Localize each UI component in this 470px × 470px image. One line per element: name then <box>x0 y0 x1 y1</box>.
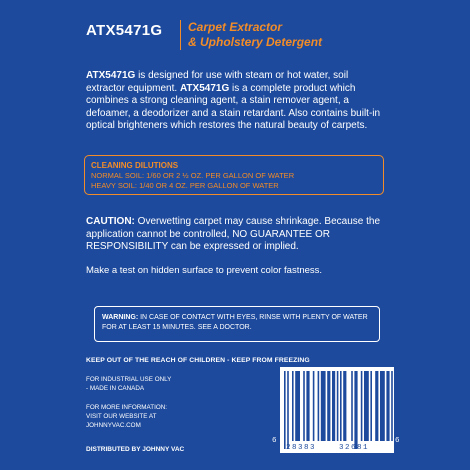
barcode-bar <box>321 371 326 441</box>
caution-text <box>86 216 386 254</box>
barcode-bar <box>337 371 339 441</box>
barcode-left-digits: 28383 <box>286 444 317 452</box>
barcode-bar <box>380 371 385 441</box>
barcode-bar <box>284 371 286 449</box>
barcode-bar <box>361 371 363 441</box>
barcode-bar <box>351 371 353 441</box>
barcode-first-digit: 6 <box>272 437 277 445</box>
industrial-line1: FOR INDUSTRIAL USE ONLY <box>86 376 172 383</box>
caution-label: CAUTION: <box>86 216 135 227</box>
barcode-bar <box>343 371 346 441</box>
barcode-bar <box>375 371 378 441</box>
keep-out-notice: KEEP OUT OF THE REACH OF CHILDREN - KEEP FROM FREEZING <box>86 357 310 364</box>
header-divider <box>180 20 181 50</box>
more-info-line1: FOR MORE INFORMATION: <box>86 404 168 411</box>
barcode-bar <box>391 371 393 441</box>
description-code-2: ATX5471G <box>179 82 230 94</box>
product-code: ATX5471G <box>86 22 163 39</box>
test-note: Make a test on hidden surface to prevent color fastness. <box>86 265 323 276</box>
barcode-last-digit: 6 <box>395 437 400 445</box>
distributed-by: DISTRIBUTED BY JOHNNY VAC <box>86 446 185 453</box>
barcode-bar <box>292 371 294 441</box>
barcode-bar <box>313 371 315 441</box>
description-code-1: ATX5471G <box>86 70 136 81</box>
barcode-bar <box>386 371 389 441</box>
barcode-bar <box>287 371 289 449</box>
barcode-right-digits: 32681 <box>339 444 370 452</box>
product-title-line2: & Upholstery Detergent <box>188 35 323 49</box>
warning-body: IN CASE OF CONTACT WITH EYES, RINSE WITH PLENTY OF WATER FOR AT LEAST 15 MINUTES. SEE A DOCTOR. <box>102 314 368 331</box>
warning-label: WARNING: <box>102 314 139 321</box>
product-description <box>86 70 386 133</box>
barcode-bar <box>303 371 305 441</box>
label-header <box>86 16 406 56</box>
barcode-bar <box>295 371 300 441</box>
barcode-bar <box>306 371 309 441</box>
caution-body: Overwetting carpet may cause shrinkage. Because the application cannot be controlled, NO GUARANTEE OR RESPONSIBILITY can be expressed or implied. <box>86 216 381 252</box>
barcode-bar <box>327 371 330 441</box>
more-info-website: JOHNNYVAC.COM <box>86 422 141 429</box>
barcode-bar <box>332 371 335 441</box>
dilutions-title: CLEANING DILUTIONS <box>91 161 179 170</box>
barcode-bar <box>394 371 396 441</box>
more-info <box>86 403 167 430</box>
barcode-bar <box>340 371 342 441</box>
dilution-heavy: HEAVY SOIL: 1/40 OR 4 OZ. PER GALLON OF WATER <box>91 181 279 190</box>
barcode-bar <box>399 371 401 441</box>
barcode-bar <box>364 371 369 441</box>
barcode-bar <box>370 371 372 441</box>
dilution-normal: NORMAL SOIL: 1/60 OR 2 ½ OZ. PER GALLON OF WATER <box>91 171 295 180</box>
cleaning-dilutions-box <box>84 155 384 195</box>
product-title-line1: Carpet Extractor <box>188 20 283 34</box>
barcode-bar <box>354 371 357 449</box>
more-info-line2: VISIT OUR WEBSITE AT <box>86 413 157 420</box>
industrial-line2: - MADE IN CANADA <box>86 385 145 392</box>
product-title <box>188 20 322 50</box>
description-text-2: is a complete product which combines a strong cleaning agent, a stain remover agent, a defoamer, a deodorizer and a stain retardant. Also contains built-in optical brighteners which restores the natural beauty of carpets. <box>86 82 381 131</box>
warning-box <box>94 306 380 342</box>
barcode-bar <box>318 371 320 441</box>
barcode <box>272 367 402 457</box>
industrial-use-info <box>86 375 171 393</box>
description-text-1: is designed for use with steam or hot water, soil extractor equipment. <box>86 70 349 94</box>
